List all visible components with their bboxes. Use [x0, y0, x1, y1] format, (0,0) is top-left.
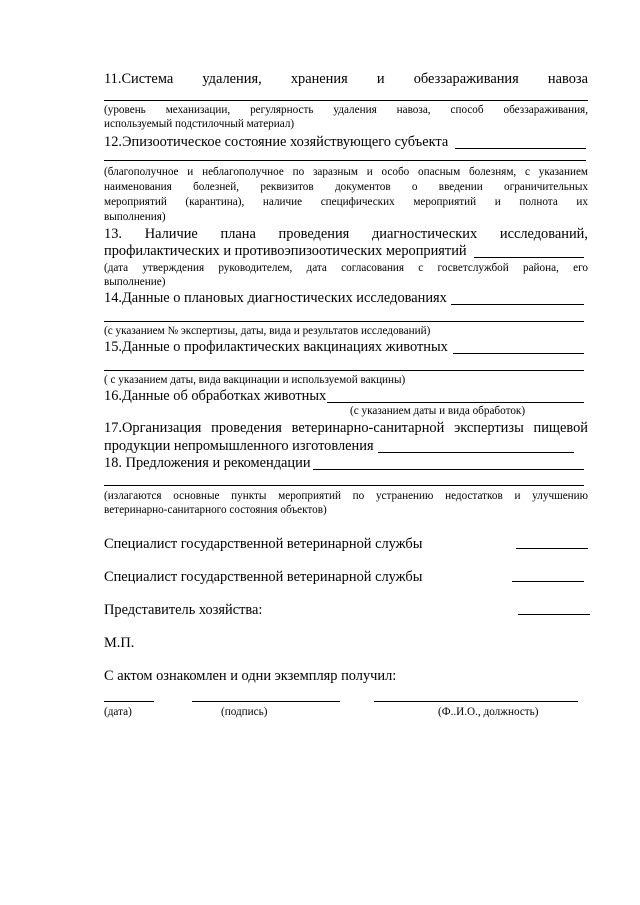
signature-label: (подпись) — [221, 706, 268, 718]
specialist-2-signature-line[interactable] — [512, 581, 584, 582]
section-14-note: (с указанием № экспертизы, даты, вида и результатов исследований) — [104, 325, 431, 337]
section-13-word: диагностических — [371, 226, 478, 242]
section-15-title: 15.Данные о профилактических вакцинациях животных — [104, 339, 448, 355]
section-14-fill-line[interactable] — [104, 321, 584, 322]
section-14-title: 14.Данные о плановых диагностических исследованиях — [104, 290, 447, 306]
name-position-fill-line[interactable] — [374, 701, 578, 702]
section-16-title: 16.Данные об обработках животных — [104, 388, 327, 404]
date-fill-line[interactable] — [104, 701, 154, 702]
section-15-fill-line[interactable] — [104, 370, 584, 371]
section-12-note: мероприятий (карантина), наличие специфических мероприятий и полнота их — [104, 196, 588, 208]
representative-signature-line[interactable] — [518, 614, 590, 615]
section-11-note: используемый подстилочный материал) — [104, 118, 295, 130]
section-13-word: проведения — [278, 226, 350, 242]
section-13-word: 13. — [104, 226, 122, 242]
section-18-note: (излагаются основные пункты мероприятий по устранению недостатков и улучшению — [104, 490, 588, 502]
section-17-title: 17.Организация проведения ветеринарно-санитарной экспертизы пищевой — [104, 420, 588, 436]
section-13-title — [104, 226, 588, 243]
section-11-word: навоза — [547, 71, 588, 87]
section-12-note: (благополучное и неблагополучное по заразным и особо опасным болезням, с указанием — [104, 166, 588, 178]
section-18-title: 18. Предложения и рекомендации — [104, 455, 311, 471]
section-13-note: выполнение) — [104, 276, 166, 288]
section-11-word: хранения — [290, 71, 348, 87]
section-18-fill-line[interactable] — [104, 485, 584, 486]
section-16-note: (с указанием даты и вида обработок) — [350, 405, 526, 417]
section-11-word: 11.Система — [104, 71, 174, 87]
section-13-word: Наличие — [144, 226, 198, 242]
section-11-word: и — [376, 71, 385, 87]
section-12-title: 12.Эпизоотическое состояние хозяйствующего субъекта — [104, 134, 449, 150]
section-11-fill-line[interactable] — [104, 100, 588, 101]
section-15-fill-line[interactable] — [453, 353, 584, 354]
stamp-label: М.П. — [104, 635, 135, 651]
section-17-fill-line[interactable] — [378, 452, 574, 453]
section-15-note: ( с указанием даты, вида вакцинации и используемой вакцины) — [104, 374, 406, 386]
section-11-title — [104, 71, 588, 88]
section-13-title-line2: профилактических и противоэпизоотических мероприятий — [104, 243, 467, 259]
signature-fill-line[interactable] — [192, 701, 340, 702]
section-12-note: наименования болезней, реквизитов документов о введении ограничительных — [104, 181, 588, 193]
date-label: (дата) — [104, 706, 132, 718]
section-13-word: исследований, — [499, 226, 588, 242]
section-17-title-line2: продукции непромышленного изготовления — [104, 438, 374, 454]
section-11-word: обеззараживания — [413, 71, 519, 87]
section-16-fill-line[interactable] — [327, 402, 584, 403]
section-14-fill-line[interactable] — [451, 304, 584, 305]
section-13-fill-line[interactable] — [474, 257, 584, 258]
section-11-note: (уровень механизации, регулярность удаления навоза, способ обеззараживания, — [104, 104, 588, 116]
section-18-note: ветеринарно-санитарного состояния объектов) — [104, 504, 327, 516]
section-13-word: плана — [220, 226, 256, 242]
section-13-note: (дата утверждения руководителем, дата согласования с госветслужбой района, его — [104, 262, 588, 274]
specialist-1-label: Специалист государственной ветеринарной службы — [104, 536, 423, 552]
section-18-fill-line[interactable] — [313, 469, 584, 470]
section-11-word: удаления, — [202, 71, 262, 87]
specialist-1-signature-line[interactable] — [516, 548, 588, 549]
specialist-2-label: Специалист государственной ветеринарной службы — [104, 569, 423, 585]
section-12-fill-line[interactable] — [104, 160, 586, 161]
acknowledged-label: С актом ознакомлен и одни экземпляр получил: — [104, 668, 397, 684]
section-12-fill-line[interactable] — [455, 148, 586, 149]
name-position-label: (Ф..И.О., должность) — [438, 706, 539, 718]
section-12-note: выполнения) — [104, 211, 166, 223]
representative-label: Представитель хозяйства: — [104, 602, 263, 618]
